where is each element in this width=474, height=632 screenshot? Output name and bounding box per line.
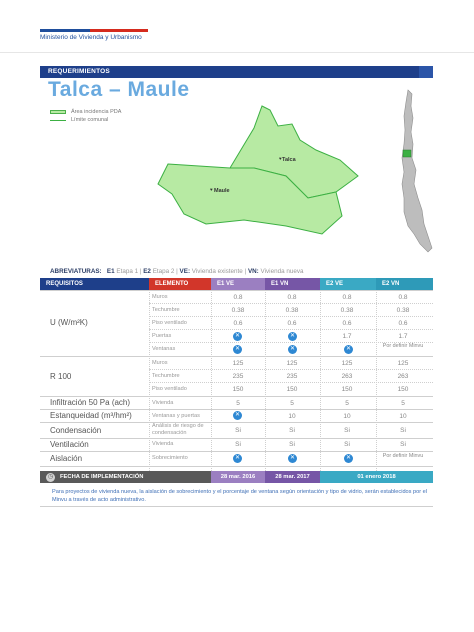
legend-limit: Límite comunal <box>71 117 109 123</box>
req-ventilacion: Ventilación <box>50 440 89 449</box>
city-maule-label: Maule <box>214 188 230 194</box>
abbr-vn-text: Vivienda nueva <box>260 268 304 275</box>
cell-value: 150 <box>232 386 244 393</box>
group-divider <box>40 409 433 410</box>
cell-value: 0.6 <box>287 320 297 327</box>
not-required-icon: ✕ <box>289 455 296 461</box>
group-divider <box>40 451 433 452</box>
row-divider <box>149 303 433 304</box>
row-divider <box>149 329 433 330</box>
cell-value: 150 <box>397 386 409 393</box>
abbr-label: ABREVIATURAS: <box>50 268 102 275</box>
cell-value: Si <box>400 441 406 448</box>
not-required-icon: ✕ <box>234 333 241 339</box>
abbr-ve-code: VE: <box>179 268 191 275</box>
not-required-icon: ✕ <box>234 455 241 461</box>
cell-value: 1.7 <box>342 333 352 340</box>
req-condensacion: Condensación <box>50 426 102 435</box>
abbr-e2-text: Etapa 2 <box>152 268 175 275</box>
cell-value: Si <box>235 441 241 448</box>
not-required-icon: ✕ <box>234 346 241 352</box>
group-divider <box>40 356 433 357</box>
abbr-e2-code: E2 <box>143 268 151 275</box>
cell-value: Si <box>235 427 241 434</box>
cell-value: 150 <box>341 386 353 393</box>
cell-value: 263 <box>341 373 353 380</box>
cell-value: 0.6 <box>398 320 408 327</box>
row-divider <box>149 382 433 383</box>
ministry-logo-bar <box>40 29 148 32</box>
header-e1-vn: E1 VN <box>265 278 320 290</box>
cell-value: 235 <box>232 373 244 380</box>
cell-value: 5 <box>401 400 405 407</box>
map-legend <box>50 108 121 124</box>
impl-e2: 01 enero 2018 <box>320 471 433 483</box>
impl-e1-vn: 28 mar. 2017 <box>265 471 320 483</box>
cell-value: 5 <box>290 400 294 407</box>
not-required-icon: ✕ <box>289 333 296 339</box>
element-label: Piso ventilado <box>152 386 187 392</box>
cell-value: Si <box>400 427 406 434</box>
footnote: Para proyectos de vivienda nueva, la aislación de sobrecimiento y el porcentaje de ventana según orientación y tipo de vidrio, serán establecidos por el Minvu a través de acto administrativo. <box>52 489 428 503</box>
cell-value: 0.8 <box>398 294 408 301</box>
req-infiltracion: Infiltración 50 Pa (ach) <box>50 398 131 407</box>
bottom-divider <box>40 506 433 507</box>
element-label: Muros <box>152 360 168 366</box>
implementation-label: ◷ FECHA DE IMPLEMENTACIÓN <box>40 471 211 483</box>
req-r100: R 100 <box>50 372 72 381</box>
cell-value: 235 <box>286 373 298 380</box>
cell-value: 0.38 <box>340 307 354 314</box>
element-label: Sobrecimiento <box>152 455 188 461</box>
not-required-icon: ✕ <box>234 412 241 418</box>
cell-value: Si <box>289 427 295 434</box>
cell-value: 0.8 <box>287 294 297 301</box>
clock-icon: ◷ <box>47 473 54 480</box>
cell-value: Si <box>344 427 350 434</box>
cell-value: 1.7 <box>398 333 408 340</box>
element-label: Vivienda <box>152 441 174 447</box>
col-separator <box>149 290 150 471</box>
element-label: Techumbre <box>152 307 180 313</box>
requirements-banner <box>40 66 433 78</box>
header-e2-vn: E2 VN <box>376 278 433 290</box>
req-aislacion: Aislación <box>50 454 83 463</box>
req-u-value: U (W/m²K) <box>50 318 88 327</box>
abbr-e1-code: E1 <box>106 268 115 275</box>
chile-inset-map <box>402 90 432 252</box>
header-e2-ve: E2 VE <box>320 278 376 290</box>
abbr-ve-text: Vivienda existente <box>191 268 243 275</box>
not-required-icon: ✕ <box>345 346 352 352</box>
legend-limit-swatch <box>50 120 66 121</box>
cell-value: 125 <box>286 360 298 367</box>
cell-value: 263 <box>397 373 409 380</box>
impl-e1-ve: 28 mar. 2016 <box>211 471 265 483</box>
header-e1-ve: E1 VE <box>211 278 265 290</box>
cell-value: 125 <box>397 360 409 367</box>
abbreviations: ABREVIATURAS: E1 Etapa 1 | E2 Etapa 2 | VE: Vivienda existente | VN: Vivienda nueva <box>50 268 304 275</box>
cell-value: 10 <box>343 413 351 420</box>
group-divider <box>40 438 433 439</box>
cell-value: 0.38 <box>231 307 245 314</box>
row-divider <box>149 369 433 370</box>
element-label: Vivienda <box>152 400 174 406</box>
cell-value: 125 <box>232 360 244 367</box>
talca-marker: ♥ <box>279 156 282 161</box>
cell-value: 150 <box>286 386 298 393</box>
page-title: Talca – Maule <box>48 78 190 101</box>
req-estanqueidad: Estanqueidad (m³/hm²) <box>50 411 132 420</box>
cell-value: 125 <box>341 360 353 367</box>
group-divider <box>40 290 433 291</box>
cell-value: 10 <box>399 413 407 420</box>
cell-value: 5 <box>236 400 240 407</box>
cell-value: Si <box>344 441 350 448</box>
group-divider <box>40 466 433 467</box>
abbr-e1-text: Etapa 1 <box>116 268 139 275</box>
requirements-label: REQUERIMIENTOS <box>48 68 110 75</box>
cell-value: 0.38 <box>396 307 410 314</box>
legend-pda: Área incidencia PDA <box>71 109 122 115</box>
cell-value: 0.38 <box>285 307 299 314</box>
element-label: Puertas <box>152 333 172 339</box>
inset-highlight <box>403 150 411 157</box>
header-requisitos: REQUISITOS <box>40 278 149 290</box>
legend-pda-swatch <box>50 110 66 114</box>
header-elemento: ELEMENTO <box>149 278 211 290</box>
element-label: Piso ventilado <box>152 320 187 326</box>
not-required-icon: ✕ <box>345 455 352 461</box>
element-label: Techumbre <box>152 373 180 379</box>
city-talca-label: Talca <box>282 157 296 163</box>
ministry-name: Ministerio de Vivienda y Urbanismo <box>40 34 142 41</box>
cell-value: 0.8 <box>233 294 243 301</box>
abbr-vn-code: VN: <box>247 268 259 275</box>
cell-value: Por definir Minvu <box>382 453 424 459</box>
header-divider <box>0 52 474 53</box>
group-divider <box>40 422 433 423</box>
cell-value: 5 <box>345 400 349 407</box>
group-divider <box>40 396 433 397</box>
element-label: Ventanas <box>152 346 176 352</box>
maule-marker: ♥ <box>210 187 213 192</box>
banner-tab <box>419 66 433 78</box>
cell-value: Por definir Minvu <box>382 343 424 349</box>
cell-value: 0.6 <box>233 320 243 327</box>
not-required-icon: ✕ <box>289 346 296 352</box>
row-divider <box>149 316 433 317</box>
element-label: Muros <box>152 294 168 300</box>
cell-value: Si <box>289 441 295 448</box>
element-label: Análisis de riesgo de condensación <box>152 423 204 436</box>
cell-value: 0.6 <box>342 320 352 327</box>
cell-value: 0.8 <box>342 294 352 301</box>
cell-value: 10 <box>288 413 296 420</box>
element-label: Ventanas y puertas <box>152 413 200 419</box>
